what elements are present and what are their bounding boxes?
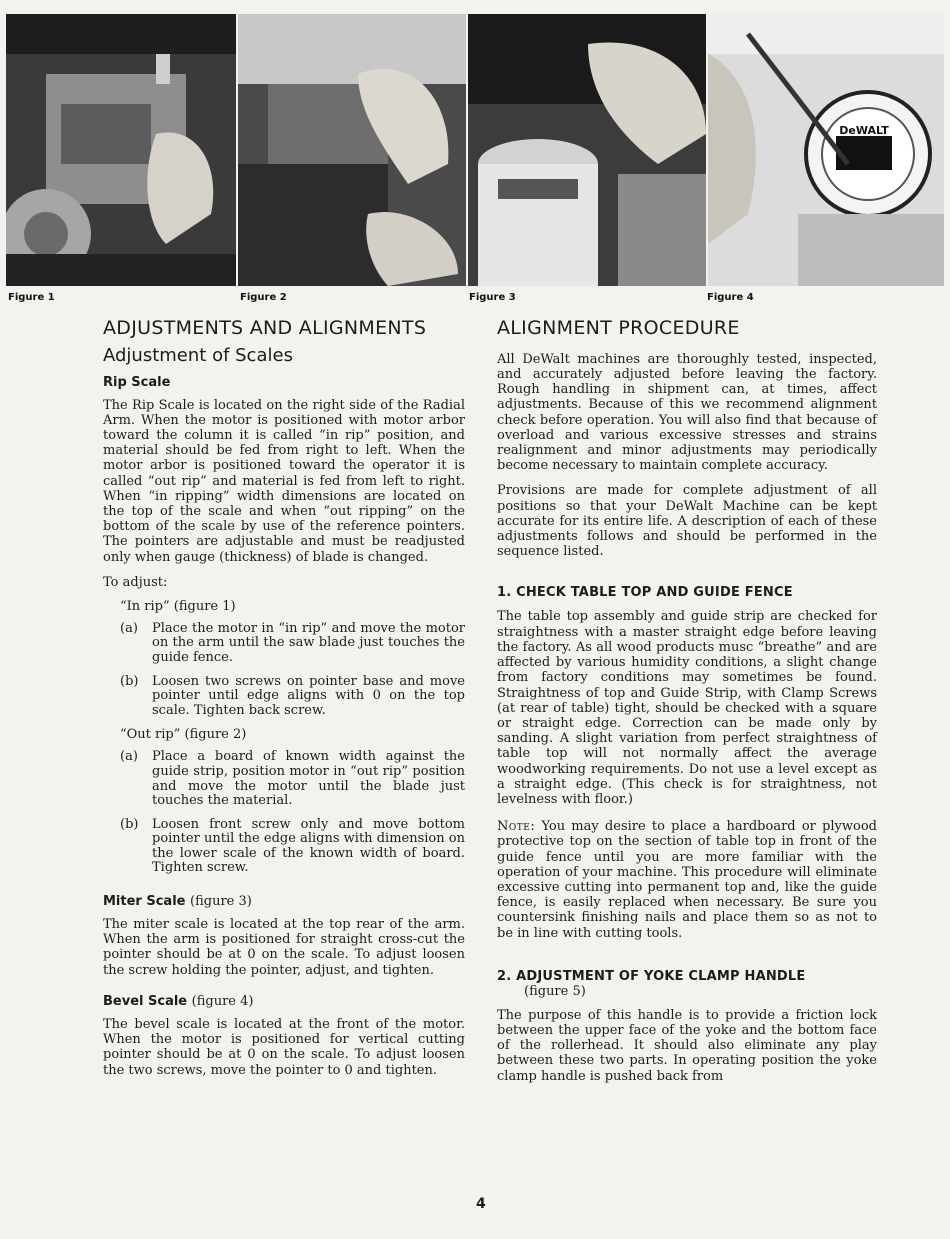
miter-figure-ref: (figure 3) — [190, 894, 252, 910]
intro-paragraph-2: Provisions are made for complete adjustment of all positions so that your DeWalt Machine can be kept accurate for its entire life. A description of each of these adjustments follows and should be performed in the sequence listed. — [497, 483, 877, 560]
in-rip-label: “In rip” (figure 1) — [120, 598, 236, 614]
section-title: ADJUSTMENTS AND ALIGNMENTS — [103, 317, 427, 339]
section-1-heading: 1. CHECK TABLE TOP AND GUIDE FENCE — [497, 585, 793, 601]
section-2-heading — [497, 969, 877, 999]
step-key: (b) — [120, 673, 139, 689]
rip-scale-text: The Rip Scale is located on the right side of the Radial Arm. When the motor is positioned with motor arbor toward the column it is called “in rip” position, and material should be fed from right to left. When the motor arbor is positioned toward the operator it is called “out rip” and material is fed from left to right. When “in ripping” width dimensions are located on the top of the scale and when “out ripping” on the bottom of the scale by use of the reference pointers. The pointers are adjustable and must be readjusted only when gauge (thickness) of blade is changed. — [103, 397, 465, 565]
step-key: (a) — [120, 749, 138, 765]
figure-3-caption: Figure 3 — [469, 292, 516, 303]
figure-3-photo — [468, 14, 706, 286]
figure-1-caption: Figure 1 — [8, 292, 55, 303]
out-rip-step-b — [120, 818, 465, 876]
note-paragraph — [497, 819, 877, 941]
to-adjust-label: To adjust: — [103, 574, 168, 590]
left-column — [103, 318, 465, 1088]
figure-4-photo — [708, 14, 944, 286]
in-rip-step-b — [120, 675, 465, 719]
out-rip-label: “Out rip” (figure 2) — [120, 727, 247, 743]
section-2-figure-ref: (figure 5) — [524, 983, 586, 999]
section-2-text: The purpose of this handle is to provide a friction lock between the upper face of the yoke and the bottom face of the rollerhead. It should also eliminate any play between these two parts. In operating position the yoke clamp handle is pushed back from — [497, 1007, 877, 1084]
bevel-heading-text: Bevel Scale — [103, 993, 188, 1009]
step-text: Loosen two screws on pointer base and move pointer until edge aligns with 0 on the top scale. Tighten back screw. — [152, 673, 465, 718]
figure-4-caption: Figure 4 — [707, 292, 754, 303]
bevel-scale-text: The bevel scale is located at the front of the motor. When the motor is positioned for vertical cutting pointer should be at 0 on the scale. To adjust loosen the two screws, move the pointer to 0 and tighten. — [103, 1016, 465, 1078]
figure-1-photo — [6, 14, 236, 286]
note-text: You may desire to place a hardboard or plywood protective top on the section of table top in front of the guide fence until you are more familiar with the operation of your machine. This procedure will eliminate excessive cutting into permanent top and, like the guide fence, is easily replaced when necessary. Be sure you countersink finishing nails and place them so as not to be in line with cutting tools. — [497, 819, 877, 941]
miter-heading-text: Miter Scale — [103, 894, 186, 910]
dewalt-logo: DeWALT — [839, 124, 889, 137]
rip-scale-heading: Rip Scale — [103, 374, 171, 390]
alignment-title: ALIGNMENT PROCEDURE — [497, 317, 740, 339]
figure-2-photo — [238, 14, 466, 286]
step-key: (a) — [120, 620, 138, 636]
section-2-title: 2. ADJUSTMENT OF YOKE CLAMP HANDLE — [497, 968, 806, 984]
note-label: Note: — [497, 819, 536, 835]
bevel-scale-heading — [103, 994, 465, 1009]
miter-scale-heading — [103, 894, 465, 909]
step-key: (b) — [120, 816, 139, 832]
right-column — [497, 318, 877, 1094]
page-number: 4 — [476, 1196, 486, 1212]
step-text: Place the motor in “in rip” and move the motor on the arm until the saw blade just touches the guide fence. — [152, 620, 465, 665]
miter-scale-text: The miter scale is located at the top rear of the arm. When the arm is positioned for straight cross-cut the pointer should be at 0 on the scale. To adjust loosen the screw holding the pointer, adjust, and tighten. — [103, 917, 465, 978]
bevel-figure-ref: (figure 4) — [191, 993, 254, 1009]
intro-paragraph-1: All DeWalt machines are thoroughly tested, inspected, and accurately adjusted before leaving the factory. Rough handling in shipment can, at times, affect adjustments. Because of this we recommend alignment check before operation. You will also find that because of overload and various excessive stresses and strains realignment and minor adjustments may periodically become necessary to maintain complete accuracy. — [497, 351, 877, 474]
in-rip-step-a — [120, 622, 465, 666]
figure-2-caption: Figure 2 — [240, 292, 287, 303]
subsection-title: Adjustment of Scales — [103, 344, 293, 366]
section-1-text: The table top assembly and guide strip are checked for straightness with a master straight edge before leaving the factory. As all wood products musc “breathe” and are affected by various humidity conditions, a slight change from factory conditions may sometimes be found. Straightness of top and Guide Strip, with Clamp Screws (at rear of table) tight, should be checked with a square or straight edge. Correction can be made only by sanding. A slight variation from perfect straightness of table top will not normally affect the average woodworking requirements. Do not use a level except as a straight edge. (This check is for straightness, not levelness with floor.) — [497, 609, 877, 807]
step-text: Loosen front screw only and move bottom pointer until the edge aligns with dimension on the lower scale of the known width of board. Tighten screw. — [152, 816, 465, 876]
out-rip-step-a — [120, 750, 465, 808]
step-text: Place a board of known width against the guide strip, position motor in “out rip” position and move the motor until the blade just touches the material. — [152, 749, 465, 809]
